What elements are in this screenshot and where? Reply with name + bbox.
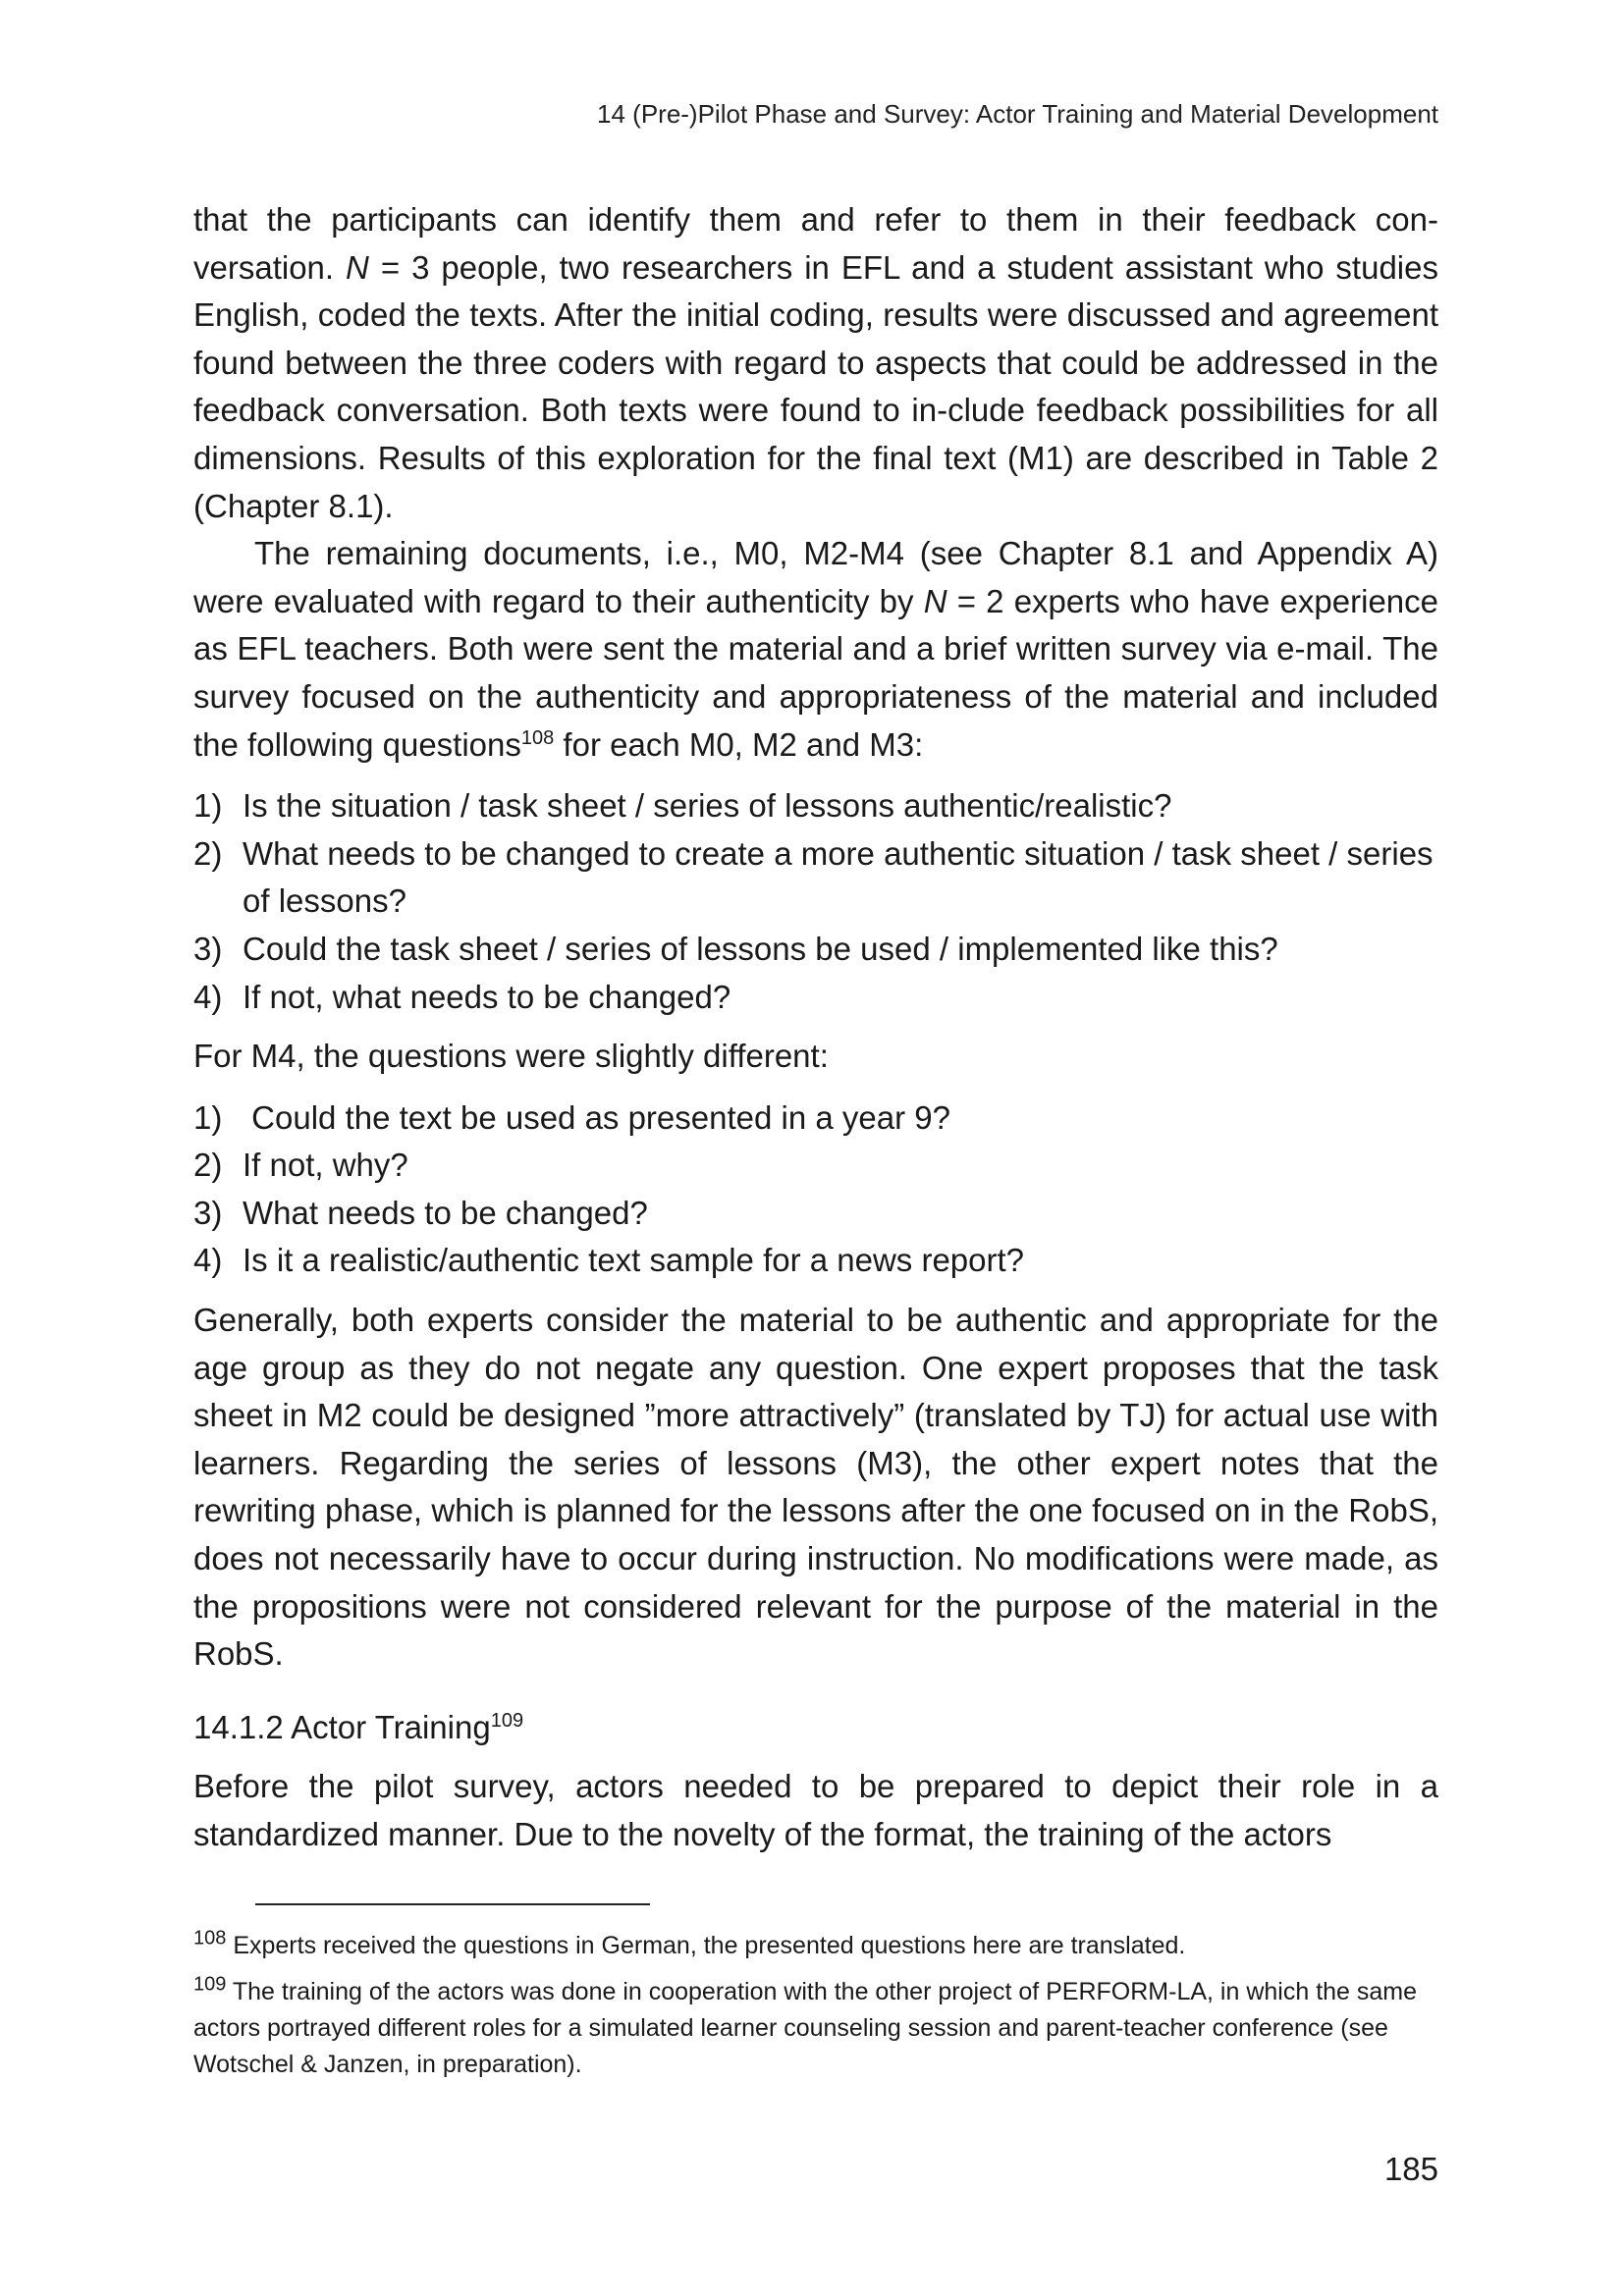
paragraph-3: For M4, the questions were slightly different: [193,1038,829,1075]
list-item-number: 3) [193,930,223,967]
list-item-text: What needs to be changed to create a more authentic situation / task sheet / series of lessons? [243,834,1434,920]
list-item-number: 1) [193,787,223,825]
list-item-number: 4) [193,978,223,1015]
list-item-number: 3) [193,1194,223,1231]
running-head: 14 (Pre-)Pilot Phase and Survey: Actor Training and Material Development [597,99,1438,129]
body-text [193,196,1438,1859]
footnotes [193,1928,1438,2093]
footnote-text: The training of the actors was done in cooperation with the other project of PERFORM-LA, in which the same actors portrayed different roles for a simulated learner counseling session and parent-teacher conference (see Wotschel & Janzen, in preparation). [193,1978,1418,2078]
list-item-text: Could the task sheet / series of lessons be used / implemented like this? [243,930,1278,967]
paragraph-4: Generally, both experts consider the material to be authentic and appropriate for the age group as they do not negate any question. One expert proposes that the task sheet in M2 could be designed ”more attractively” (translated by TJ) for actual use with learners. Regarding the series of lessons (M3), the other expert notes that the rewriting phase, which is planned for the lessons after the one focused on in the RobS, does not necessarily have to occur during instruction. No modifications were made, as the propositions were not considered relevant for the purpose of the material in the RobS. [193,1302,1438,1673]
paragraph-2 [193,530,1438,769]
paragraph-1-text-b: = 3 people, two researchers in EFL and a student assistant who studies English, coded the texts. After the initial coding, results were discussed and agreement found between the three coders with regard to aspects that could be addressed in the feedback conversation. Both texts were found to in-clude feedback possibilities for all dimensions. Results of this exploration for the final text (M1) are described in Table 2 (Chapter 8.1). [193,248,1438,524]
footnote-109 [193,1974,1438,2083]
paragraph-2-text-c: for each M0, M2 and M3: [554,725,924,763]
section-heading-text: 14.1.2 Actor Training [193,1708,491,1745]
list-item-number: 4) [193,1242,223,1279]
list-item [193,830,1438,926]
paragraph-2-text-a: The remaining documents, i.e., M0, M2-M4 (see Chapter 8.1 and Appendix A) were evaluated with regard to their authenticity by [193,535,1438,619]
list-item [193,1142,1438,1190]
page-number: 185 [1383,2151,1438,2187]
footnote-number: 108 [193,1927,227,1949]
list-item [193,926,1438,974]
list-item [193,974,1438,1022]
list-item-text: Is it a realistic/authentic text sample for a news report? [243,1242,1025,1279]
section-heading [193,1704,1438,1752]
list-item-number: 2) [193,834,223,872]
list-item [193,782,1438,830]
footnote-108 [193,1928,1438,1964]
footnote-number: 109 [193,1973,227,1996]
list-item [193,1190,1438,1238]
footnote-divider [255,1903,650,1905]
list-item [193,1237,1438,1285]
sample-size-symbol: N [346,248,369,286]
footnote-reference-108[interactable]: 108 [520,726,555,749]
question-list-m0-m2-m3 [193,782,1438,1021]
list-item-text: If not, why? [243,1147,408,1184]
paragraph-2-text-b: = 2 experts who have experience as EFL teachers. Both were sent the material and a brief written survey via e-mail. The survey focused on the authenticity and appropriateness of the material and included the following questions [193,582,1438,763]
paragraph-1-text-a: that the participants can identify them and refer to them in their feedback con-versation. [193,201,1438,286]
paragraph-1 [193,196,1438,530]
footnote-reference-109[interactable]: 109 [490,1709,524,1732]
list-item-text: What needs to be changed? [243,1194,648,1231]
paragraph-5: Before the pilot survey, actors needed to be prepared to depict their role in a standardized manner. Due to the novelty of the format, the training of the actors [193,1768,1438,1852]
sample-size-symbol: N [923,582,947,619]
list-item-text: Could the text be used as presented in a year 9? [243,1098,950,1136]
list-item [193,1095,1438,1143]
list-item-number: 1) [193,1098,223,1136]
question-list-m4 [193,1095,1438,1285]
list-item-number: 2) [193,1147,223,1184]
footnote-text: Experts received the questions in German, the presented questions here are translated. [226,1932,1186,1959]
list-item-text: Is the situation / task sheet / series of lessons authentic/realistic? [243,787,1172,825]
list-item-text: If not, what needs to be changed? [243,978,731,1015]
